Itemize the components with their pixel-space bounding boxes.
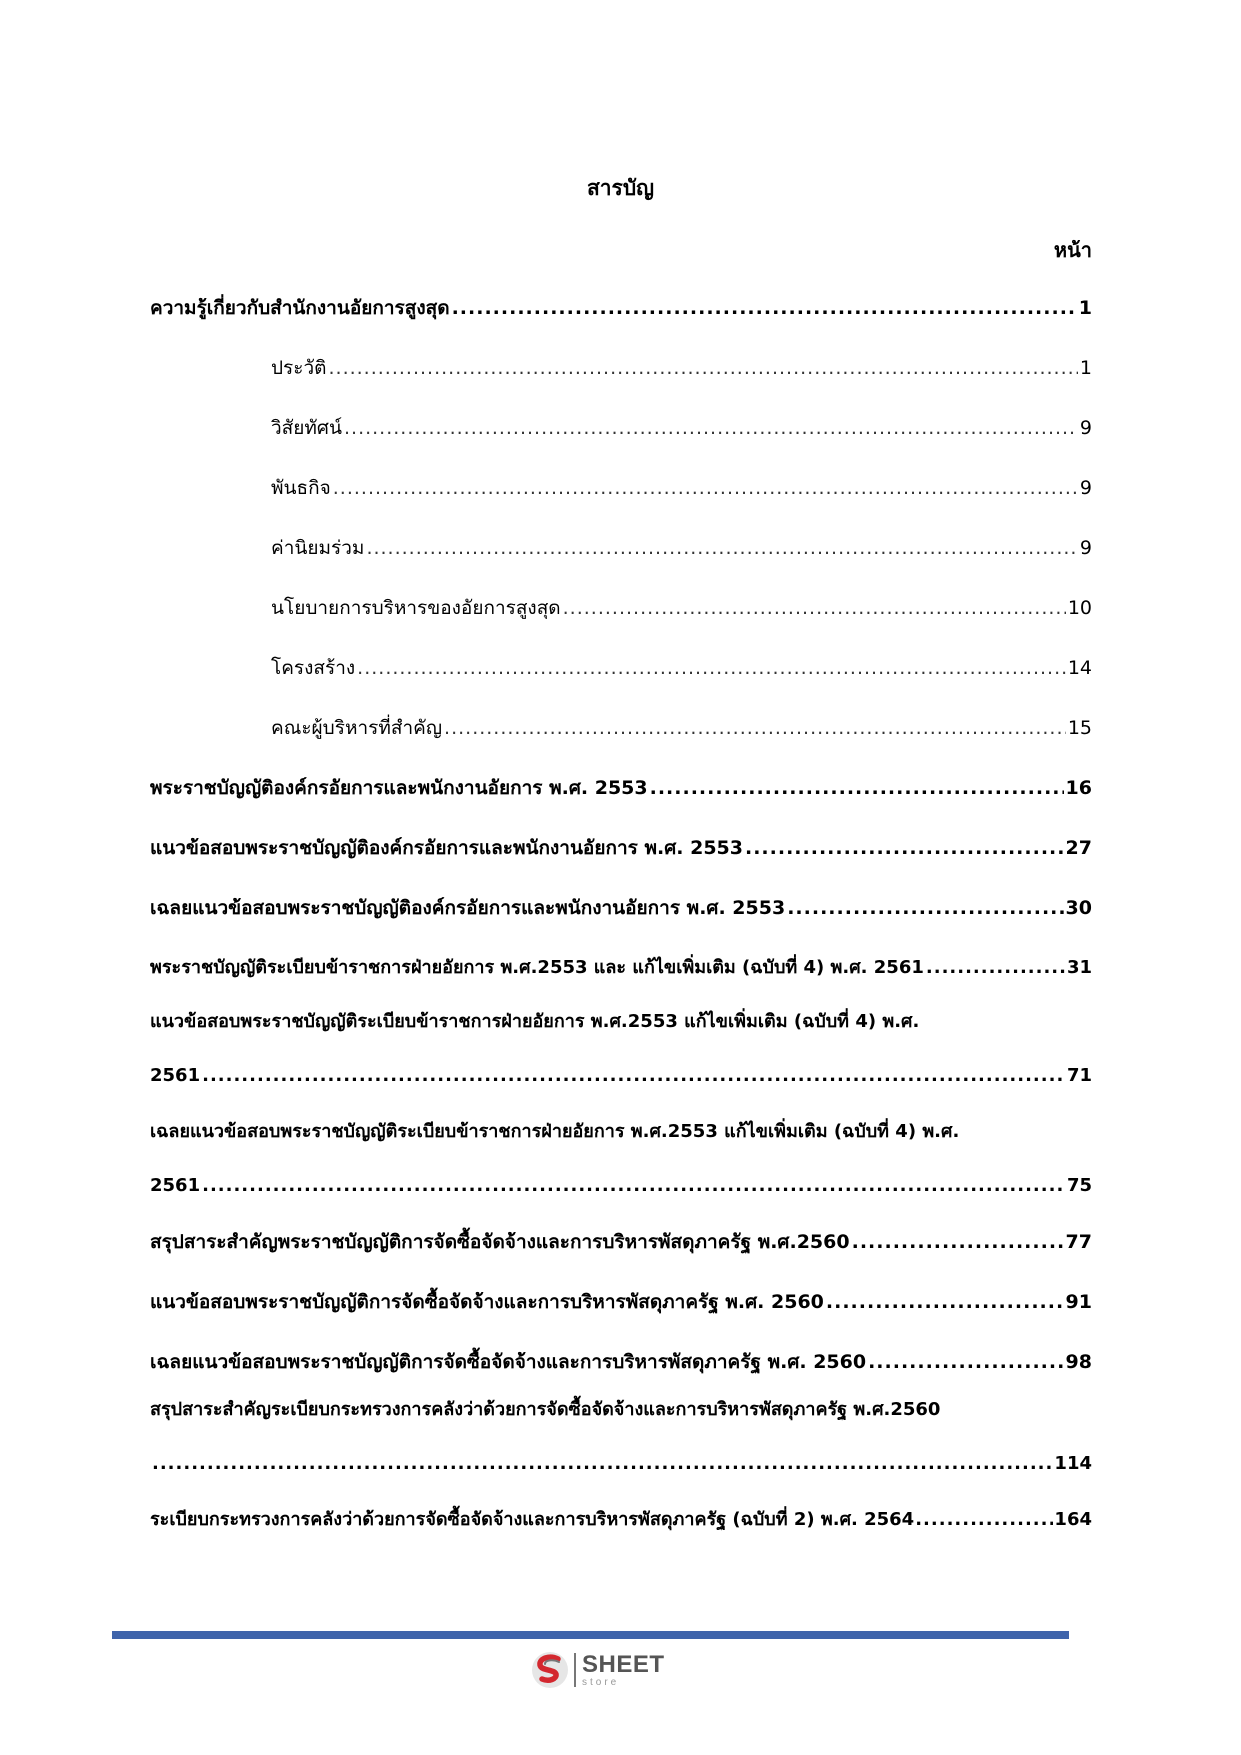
toc-entry-page: 77 bbox=[1065, 1231, 1092, 1253]
toc-subentry[interactable] bbox=[271, 653, 1092, 683]
toc-entry-page: 10 bbox=[1067, 597, 1092, 619]
toc-entry-title: คณะผู้บริหารที่สำคัญ bbox=[271, 717, 443, 739]
toc-entry-title: เฉลยแนวข้อสอบพระราชบัญญัติระเบียบข้าราชการฝ่ายอัยการ พ.ศ.2553 แก้ไขเพิ่มเติม (ฉบับที่ 4) พ.ศ. bbox=[150, 1121, 960, 1142]
toc-entry[interactable] bbox=[150, 293, 1092, 323]
dot-leader bbox=[366, 533, 1077, 563]
dot-leader bbox=[926, 953, 1065, 983]
toc-entry[interactable] bbox=[150, 1347, 1092, 1377]
toc-entry-page: 9 bbox=[1079, 477, 1092, 499]
toc-entry-title: แนวข้อสอบพระราชบัญญัติระเบียบข้าราชการฝ่ายอัยการ พ.ศ.2553 แก้ไขเพิ่มเติม (ฉบับที่ 4) พ.ศ. bbox=[150, 1011, 920, 1032]
sheet-store-logo-icon bbox=[530, 1650, 570, 1690]
toc-entry-page: 98 bbox=[1065, 1351, 1092, 1373]
toc-entry[interactable] bbox=[150, 893, 1092, 923]
toc-entry-title: นโยบายการบริหารของอัยการสูงสุด bbox=[271, 597, 561, 619]
dot-leader bbox=[444, 713, 1066, 743]
toc-entry-title-cont: 2561 bbox=[150, 1175, 201, 1196]
toc-entry[interactable] bbox=[150, 1395, 1092, 1479]
toc-entry-title: สรุปสาระสำคัญพระราชบัญญัติการจัดซื้อจัดจ้างและการบริหารพัสดุภาครัฐ พ.ศ.2560 bbox=[150, 1231, 850, 1253]
dot-leader bbox=[650, 773, 1064, 803]
toc-entry-title: เฉลยแนวข้อสอบพระราชบัญญัติการจัดซื้อจัดจ้างและการบริหารพัสดุภาครัฐ พ.ศ. 2560 bbox=[150, 1351, 867, 1373]
toc-entry-page: 27 bbox=[1065, 837, 1092, 859]
toc-entry-title: แนวข้อสอบพระราชบัญญัติองค์กรอัยการและพนักงานอัยการ พ.ศ. 2553 bbox=[150, 837, 743, 859]
toc-entry-page: 31 bbox=[1066, 957, 1092, 978]
toc-entry[interactable] bbox=[150, 1505, 1092, 1535]
toc-entry[interactable] bbox=[150, 953, 1092, 983]
toc-entry-page: 1 bbox=[1078, 297, 1092, 319]
toc-entry[interactable] bbox=[150, 1007, 1092, 1091]
logo-subtitle: store bbox=[582, 1676, 620, 1688]
dot-leader bbox=[745, 833, 1064, 863]
toc-entry-title: โครงสร้าง bbox=[271, 657, 356, 679]
dot-leader bbox=[344, 413, 1078, 443]
toc-entry-title: วิสัยทัศน์ bbox=[271, 417, 342, 439]
toc-entry-title: พระราชบัญญัติองค์กรอัยการและพนักงานอัยการ พ.ศ. 2553 bbox=[150, 777, 648, 799]
toc-subentry[interactable] bbox=[271, 353, 1092, 383]
dot-leader bbox=[202, 1171, 1065, 1201]
toc-entry-page: 15 bbox=[1067, 717, 1092, 739]
toc-entry-page: 164 bbox=[1054, 1509, 1092, 1530]
toc-entry[interactable] bbox=[150, 773, 1092, 803]
toc-subentry[interactable] bbox=[271, 593, 1092, 623]
dot-leader bbox=[452, 293, 1077, 323]
toc-entry-page: 75 bbox=[1066, 1175, 1092, 1196]
dot-leader bbox=[357, 653, 1066, 683]
logo-separator bbox=[574, 1653, 576, 1687]
toc-entry-title: ระเบียบกระทรวงการคลังว่าด้วยการจัดซื้อจัดจ้างและการบริหารพัสดุภาครัฐ (ฉบับที่ 2) พ.ศ. 2564 bbox=[150, 1509, 915, 1530]
toc-entry-title: พระราชบัญญัติระเบียบข้าราชการฝ่ายอัยการ พ.ศ.2553 และ แก้ไขเพิ่มเติม (ฉบับที่ 4) พ.ศ. 2561 bbox=[150, 957, 924, 978]
dot-leader bbox=[826, 1287, 1064, 1317]
toc-entry-title: สรุปสาระสำคัญระเบียบกระทรวงการคลังว่าด้วยการจัดซื้อจัดจ้างและการบริหารพัสดุภาครัฐ พ.ศ.2560 bbox=[150, 1399, 941, 1420]
toc-entry-title: แนวข้อสอบพระราชบัญญัติการจัดซื้อจัดจ้างและการบริหารพัสดุภาครัฐ พ.ศ. 2560 bbox=[150, 1291, 824, 1313]
toc-subentry[interactable] bbox=[271, 713, 1092, 743]
toc-entry-page: 16 bbox=[1065, 777, 1092, 799]
dot-leader bbox=[915, 1505, 1053, 1535]
toc-entry-title: เฉลยแนวข้อสอบพระราชบัญญัติองค์กรอัยการและพนักงานอัยการ พ.ศ. 2553 bbox=[150, 897, 786, 919]
toc-entry-page: 9 bbox=[1079, 417, 1092, 439]
page-column-header: หน้า bbox=[1053, 238, 1092, 262]
toc-entry-page: 71 bbox=[1066, 1065, 1092, 1086]
sheet-store-logo bbox=[530, 1648, 680, 1692]
toc-entry-page: 91 bbox=[1065, 1291, 1092, 1313]
dot-leader bbox=[563, 593, 1066, 623]
footer-divider bbox=[112, 1631, 1069, 1639]
toc-entry-title: พันธกิจ bbox=[271, 477, 331, 499]
toc-entry-title: ความรู้เกี่ยวกับสำนักงานอัยการสูงสุด bbox=[150, 297, 450, 319]
dot-leader bbox=[328, 353, 1077, 383]
toc-entry-page: 14 bbox=[1067, 657, 1092, 679]
toc-entry-title-cont: 2561 bbox=[150, 1065, 201, 1086]
toc-entry-title: ประวัติ bbox=[271, 357, 327, 379]
toc-entry-page: 114 bbox=[1054, 1453, 1092, 1474]
toc-subentry[interactable] bbox=[271, 413, 1092, 443]
logo-wordmark: SHEET bbox=[582, 1650, 665, 1678]
dot-leader bbox=[152, 1449, 1052, 1479]
toc-entry[interactable] bbox=[150, 1227, 1092, 1257]
dot-leader bbox=[202, 1061, 1065, 1091]
dot-leader bbox=[787, 893, 1063, 923]
toc-entry[interactable] bbox=[150, 1287, 1092, 1317]
toc-subentry[interactable] bbox=[271, 473, 1092, 503]
toc-subentry[interactable] bbox=[271, 533, 1092, 563]
dot-leader bbox=[852, 1227, 1064, 1257]
toc-entry[interactable] bbox=[150, 1117, 1092, 1201]
toc-entry-page: 30 bbox=[1065, 897, 1092, 919]
toc-entry-page: 1 bbox=[1079, 357, 1092, 379]
dot-leader bbox=[333, 473, 1078, 503]
page-title: สารบัญ bbox=[586, 176, 655, 200]
toc-entry[interactable] bbox=[150, 833, 1092, 863]
dot-leader bbox=[868, 1347, 1063, 1377]
toc-entry-title: ค่านิยมร่วม bbox=[271, 537, 365, 559]
toc-entry-page: 9 bbox=[1079, 537, 1092, 559]
